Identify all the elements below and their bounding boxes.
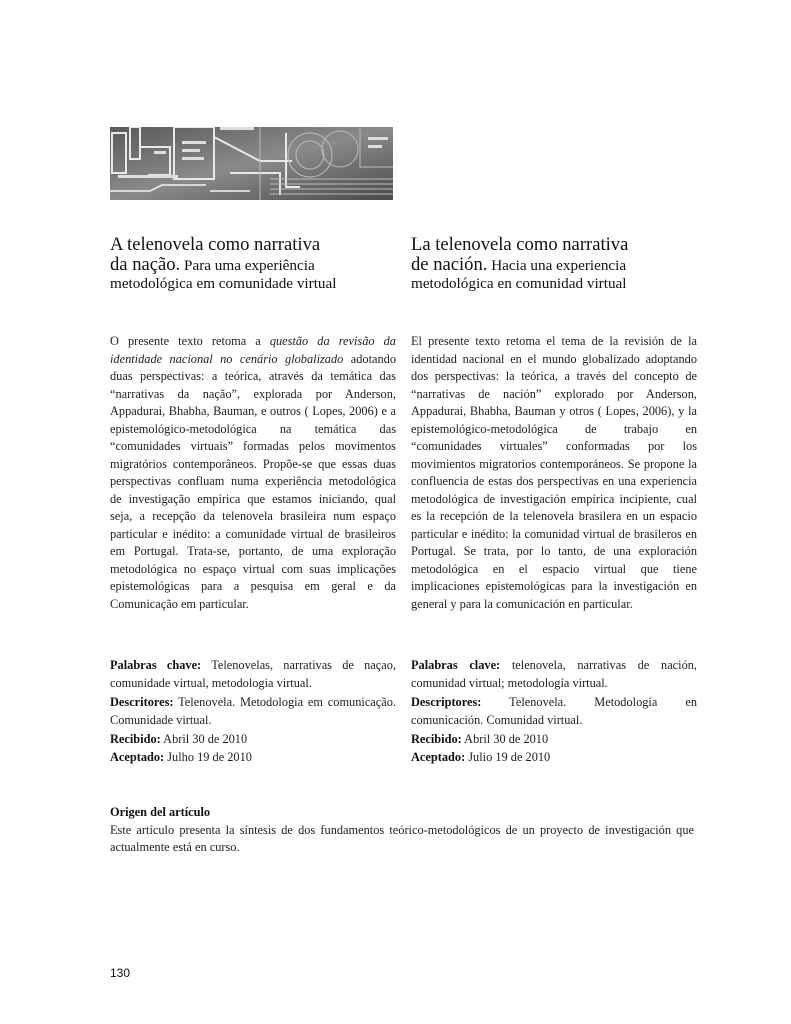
accepted-date xyxy=(110,748,396,766)
title-main-line2: de nación. xyxy=(411,253,488,275)
abstract-italic-phrase: questão da revisão da identidade nacional no cenário globalizado xyxy=(110,334,396,366)
page-number: 130 xyxy=(110,966,131,980)
received-value: Abril 30 de 2010 xyxy=(160,731,248,746)
descriptors-value: Telenovela. Metodologia em comunicação. Comunidade virtual. xyxy=(110,694,396,728)
accepted-date xyxy=(411,748,697,766)
keywords xyxy=(411,656,697,693)
keywords-label: Palabras chave: xyxy=(110,658,202,672)
abstract-spanish xyxy=(411,333,697,613)
metadata-spanish xyxy=(411,656,697,766)
accepted-label: Aceptado: xyxy=(110,750,165,765)
title-main-line1: A telenovela como narrativa xyxy=(110,234,321,255)
received-label: Recibido: xyxy=(411,731,462,746)
abstract-text: El presente texto retoma el tema de la revisión de la identidad nacional en el mundo globalizado adoptando dos perspectivas: la teórica, a través del concepto de “narrativas de nación” explorado por Anderson, Appadurai, Bhabha, Bauman y otros ( Lopes, 2006), y la epistemológico-metodológica de trabajo en “comunidades virtuales” conformadas por los movimientos migratorios contemporáneos. Se propone la confluencia de estas dos perspectivas en una experiencia metodológica de investigación empírica incipiente, cual es la recepción de la telenovela brasilera en un espacio particular e inédito: la comunidad virtual de brasileros en Portugal. Se trata, por lo tanto, de una exploración metodológica en el espacio virtual que tiene implicaciones epistemológicas para la investigación en general y para la comunicación en particular. xyxy=(411,334,697,611)
abstract-text-start: O presente texto retoma a xyxy=(110,334,270,348)
abstract-circuit-graphic xyxy=(110,127,393,200)
descriptors-value: Telenovela. Metodología en comunicación. Comunidad virtual. xyxy=(411,694,697,728)
keywords-value: telenovela, narrativas de nación, comunidad virtual; metodología virtual. xyxy=(411,658,698,691)
abstract-portuguese xyxy=(110,333,396,613)
keywords xyxy=(110,656,396,693)
accepted-value: Julio 19 de 2010 xyxy=(465,750,551,765)
abstract-text-end: adotando duas perspectivas: a teórica, através da temática das “narrativas da nação”, explorada por Anderson, Appadurai, Bhabha, Bauman, e outros ( Lopes, 2006) e a epistemológico-metodológica na temática das “comunidades virtuais” formadas pelos movimentos migratórios contemporâneos. Propõe-se que essas duas perspectivas confluam numa experiência metodológica de investigação empírica que estamos iniciando, qual seja, a recepção da telenovela brasileira num espaço particular e inédito: a comunidade virtual de brasileiros em Portugal. Trata-se, portanto, de uma exploração metodológica no espaço virtual com suas implicações epistemológicas para a pesquisa em geral e da Comunicação em particular. xyxy=(110,351,396,611)
keywords-value: Telenovelas, narrativas de naçao, comunidade virtual, metodologia virtual. xyxy=(110,658,396,691)
received-date xyxy=(411,730,697,748)
header-image xyxy=(110,127,393,200)
descriptors-label: Descriptores: xyxy=(411,694,482,709)
metadata-portuguese xyxy=(110,656,396,766)
keywords-label: Palabras clave: xyxy=(411,658,501,672)
title-sub-line2: metodológica em comunidade virtual xyxy=(110,275,337,292)
title-sub-line1: Hacia una experiencia xyxy=(487,256,627,274)
title-spanish xyxy=(411,236,697,294)
received-value: Abril 30 de 2010 xyxy=(461,731,549,746)
title-portuguese xyxy=(110,236,396,294)
title-sub-line1: Para uma experiência xyxy=(180,256,315,274)
accepted-value: Julho 19 de 2010 xyxy=(164,750,252,765)
received-date xyxy=(110,730,396,748)
origin-heading: Origen del artículo xyxy=(110,805,211,819)
descriptors xyxy=(110,693,396,730)
title-main-line2: da nação. xyxy=(110,253,181,275)
origin-text: Este artículo presenta la síntesis de dos fundamentos teórico-metodológicos de un proyecto de investigación que actualmente está en curso. xyxy=(110,822,694,854)
descriptors-label: Descritores: xyxy=(110,694,174,709)
title-main-line1: La telenovela como narrativa xyxy=(411,234,629,255)
title-sub-line2: metodológica en comunidad virtual xyxy=(411,275,627,292)
descriptors xyxy=(411,693,697,730)
accepted-label: Aceptado: xyxy=(411,750,466,765)
received-label: Recibido: xyxy=(110,731,161,746)
article-origin xyxy=(110,804,694,857)
